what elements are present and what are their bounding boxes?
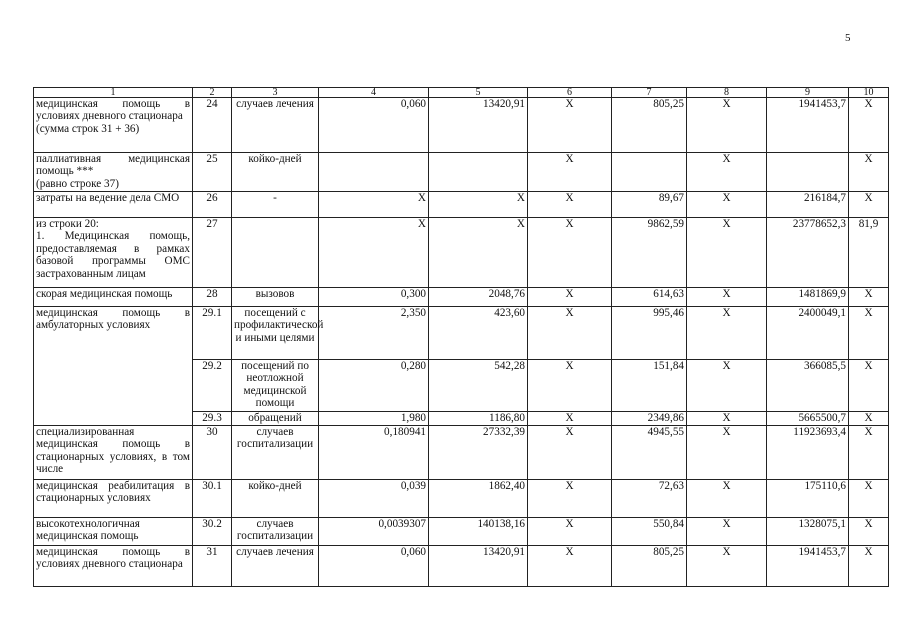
value-cell-c6: Х bbox=[528, 192, 612, 218]
value-cell-c4: 2,350 bbox=[319, 307, 429, 360]
value-cell-c6: Х bbox=[528, 426, 612, 480]
table-row bbox=[34, 480, 889, 518]
value-cell-c7: 550,84 bbox=[612, 518, 687, 546]
value-cell-c5: 27332,39 bbox=[429, 426, 528, 480]
header-row bbox=[34, 88, 889, 98]
value-cell-c10: Х bbox=[849, 153, 889, 192]
unit-cell: - bbox=[232, 192, 319, 218]
value-cell-c4: 0,060 bbox=[319, 98, 429, 153]
row-name: паллиативная медицинская помощь *** (равно строке 37) bbox=[34, 153, 193, 192]
table-row bbox=[34, 218, 889, 288]
value-cell-c5: 542,28 bbox=[429, 360, 528, 412]
row-number: 30.1 bbox=[193, 480, 232, 518]
value-cell-c5: 1862,40 bbox=[429, 480, 528, 518]
unit-cell: посещений по неотложной медицинской помощи bbox=[232, 360, 319, 412]
unit-cell: случаев лечения bbox=[232, 546, 319, 587]
table-row bbox=[34, 98, 889, 153]
row-number: 30.2 bbox=[193, 518, 232, 546]
unit-cell bbox=[232, 218, 319, 288]
value-cell-c6: Х bbox=[528, 307, 612, 360]
value-cell-c9: 11923693,4 bbox=[767, 426, 849, 480]
value-cell-c5: 2048,76 bbox=[429, 288, 528, 307]
table-row bbox=[34, 307, 889, 360]
row-number: 29.3 bbox=[193, 412, 232, 426]
value-cell-c6: Х bbox=[528, 153, 612, 192]
value-cell-c9: 1328075,1 bbox=[767, 518, 849, 546]
unit-cell: посещений с профилактической и иными целями bbox=[232, 307, 319, 360]
row-number: 29.1 bbox=[193, 307, 232, 360]
row-name: высокотехнологичная медицинская помощь bbox=[34, 518, 193, 546]
column-header: 1 bbox=[34, 88, 193, 98]
value-cell-c9: 1481869,9 bbox=[767, 288, 849, 307]
value-cell-c6: Х bbox=[528, 546, 612, 587]
value-cell-c9: 216184,7 bbox=[767, 192, 849, 218]
column-header: 6 bbox=[528, 88, 612, 98]
row-name: скорая медицинская помощь bbox=[34, 288, 193, 307]
value-cell-c9: 1941453,7 bbox=[767, 98, 849, 153]
column-header: 9 bbox=[767, 88, 849, 98]
value-cell-c8: Х bbox=[687, 288, 767, 307]
unit-cell: койко-дней bbox=[232, 153, 319, 192]
value-cell-c10: Х bbox=[849, 288, 889, 307]
value-cell-c10: Х bbox=[849, 192, 889, 218]
unit-cell: обращений bbox=[232, 412, 319, 426]
value-cell-c6: Х bbox=[528, 288, 612, 307]
value-cell-c5: 13420,91 bbox=[429, 98, 528, 153]
value-cell-c9: 5665500,7 bbox=[767, 412, 849, 426]
row-number: 30 bbox=[193, 426, 232, 480]
value-cell-c7: 151,84 bbox=[612, 360, 687, 412]
value-cell-c6: Х bbox=[528, 98, 612, 153]
column-header: 3 bbox=[232, 88, 319, 98]
value-cell-c4: 0,180941 bbox=[319, 426, 429, 480]
row-number: 28 bbox=[193, 288, 232, 307]
value-cell-c10: Х bbox=[849, 426, 889, 480]
value-cell-c10: Х bbox=[849, 518, 889, 546]
value-cell-c8: Х bbox=[687, 480, 767, 518]
unit-cell: койко-дней bbox=[232, 480, 319, 518]
value-cell-c9: 366085,5 bbox=[767, 360, 849, 412]
value-cell-c7: 4945,55 bbox=[612, 426, 687, 480]
value-cell-c5: Х bbox=[429, 192, 528, 218]
table-row bbox=[34, 518, 889, 546]
value-cell-c6: Х bbox=[528, 218, 612, 288]
value-cell-c9 bbox=[767, 153, 849, 192]
value-cell-c7: 2349,86 bbox=[612, 412, 687, 426]
row-name: медицинская помощь в амбулаторных условиях bbox=[34, 307, 193, 426]
unit-cell: случаев лечения bbox=[232, 98, 319, 153]
value-cell-c4 bbox=[319, 153, 429, 192]
unit-cell: случаев госпитализации bbox=[232, 426, 319, 480]
value-cell-c5: Х bbox=[429, 218, 528, 288]
row-name: медицинская реабилитация в стационарных условиях bbox=[34, 480, 193, 518]
row-number: 27 bbox=[193, 218, 232, 288]
value-cell-c7: 9862,59 bbox=[612, 218, 687, 288]
value-cell-c4: 0,0039307 bbox=[319, 518, 429, 546]
value-cell-c7: 614,63 bbox=[612, 288, 687, 307]
value-cell-c5: 423,60 bbox=[429, 307, 528, 360]
value-cell-c5: 1186,80 bbox=[429, 412, 528, 426]
value-cell-c10: Х bbox=[849, 360, 889, 412]
unit-cell: вызовов bbox=[232, 288, 319, 307]
value-cell-c9: 175110,6 bbox=[767, 480, 849, 518]
value-cell-c10: Х bbox=[849, 546, 889, 587]
row-name: из строки 20: 1. Медицинская помощь, предоставляемая в рамках базовой программы ОМС застрахованным лицам bbox=[34, 218, 193, 288]
row-number: 25 bbox=[193, 153, 232, 192]
table-row bbox=[34, 192, 889, 218]
value-cell-c8: Х bbox=[687, 412, 767, 426]
value-cell-c9: 23778652,3 bbox=[767, 218, 849, 288]
value-cell-c7: 89,67 bbox=[612, 192, 687, 218]
value-cell-c10: Х bbox=[849, 307, 889, 360]
value-cell-c6: Х bbox=[528, 360, 612, 412]
row-name: затраты на ведение дела СМО bbox=[34, 192, 193, 218]
row-number: 29.2 bbox=[193, 360, 232, 412]
column-header: 7 bbox=[612, 88, 687, 98]
row-number: 31 bbox=[193, 546, 232, 587]
value-cell-c7: 995,46 bbox=[612, 307, 687, 360]
table-row bbox=[34, 546, 889, 587]
value-cell-c9: 1941453,7 bbox=[767, 546, 849, 587]
page-number: 5 bbox=[845, 32, 851, 44]
value-cell-c7: 805,25 bbox=[612, 546, 687, 587]
table-row bbox=[34, 426, 889, 480]
table-row bbox=[34, 288, 889, 307]
value-cell-c8: Х bbox=[687, 153, 767, 192]
value-cell-c8: Х bbox=[687, 218, 767, 288]
value-cell-c4: 0,300 bbox=[319, 288, 429, 307]
value-cell-c4: Х bbox=[319, 218, 429, 288]
value-cell-c6: Х bbox=[528, 412, 612, 426]
value-cell-c5: 140138,16 bbox=[429, 518, 528, 546]
value-cell-c6: Х bbox=[528, 518, 612, 546]
value-cell-c8: Х bbox=[687, 360, 767, 412]
unit-cell: случаев госпитализации bbox=[232, 518, 319, 546]
value-cell-c4: 1,980 bbox=[319, 412, 429, 426]
value-cell-c9: 2400049,1 bbox=[767, 307, 849, 360]
column-header: 8 bbox=[687, 88, 767, 98]
value-cell-c7: 805,25 bbox=[612, 98, 687, 153]
row-name: медицинская помощь в условиях дневного стационара bbox=[34, 546, 193, 587]
column-header: 5 bbox=[429, 88, 528, 98]
value-cell-c6: Х bbox=[528, 480, 612, 518]
value-cell-c4: Х bbox=[319, 192, 429, 218]
value-cell-c10: Х bbox=[849, 480, 889, 518]
column-header: 4 bbox=[319, 88, 429, 98]
value-cell-c8: Х bbox=[687, 426, 767, 480]
row-number: 24 bbox=[193, 98, 232, 153]
value-cell-c5: 13420,91 bbox=[429, 546, 528, 587]
row-name: медицинская помощь в условиях дневного стационара (сумма строк 31 + 36) bbox=[34, 98, 193, 153]
value-cell-c5 bbox=[429, 153, 528, 192]
value-cell-c4: 0,060 bbox=[319, 546, 429, 587]
value-cell-c7 bbox=[612, 153, 687, 192]
value-cell-c8: Х bbox=[687, 518, 767, 546]
value-cell-c4: 0,280 bbox=[319, 360, 429, 412]
value-cell-c7: 72,63 bbox=[612, 480, 687, 518]
value-cell-c4: 0,039 bbox=[319, 480, 429, 518]
value-cell-c10: 81,9 bbox=[849, 218, 889, 288]
column-header: 2 bbox=[193, 88, 232, 98]
column-header: 10 bbox=[849, 88, 889, 98]
value-cell-c10: Х bbox=[849, 98, 889, 153]
value-cell-c8: Х bbox=[687, 546, 767, 587]
value-cell-c10: Х bbox=[849, 412, 889, 426]
value-cell-c8: Х bbox=[687, 307, 767, 360]
row-name: специализированная медицинская помощь в стационарных условиях, в том числе bbox=[34, 426, 193, 480]
table-row bbox=[34, 153, 889, 192]
value-cell-c8: Х bbox=[687, 98, 767, 153]
row-number: 26 bbox=[193, 192, 232, 218]
data-table bbox=[33, 87, 889, 587]
value-cell-c8: Х bbox=[687, 192, 767, 218]
